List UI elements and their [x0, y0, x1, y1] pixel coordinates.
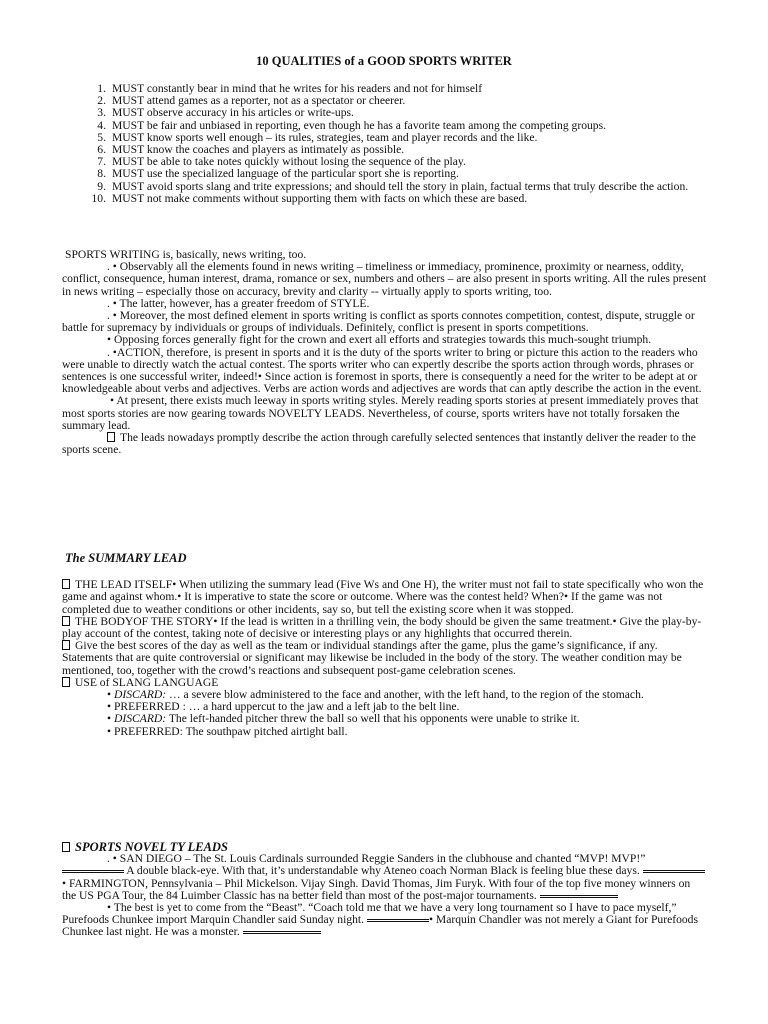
quality-number: 5. — [97, 130, 106, 144]
checkbox-glyph-icon — [62, 640, 70, 650]
quality-number: 7. — [97, 155, 106, 169]
summary-lead-heading: The SUMMARY LEAD — [65, 551, 187, 565]
document-title: 10 QUALITIES of a GOOD SPORTS WRITER — [256, 54, 512, 68]
checkbox-glyph-icon — [62, 677, 70, 687]
quality-text: MUST not make comments without supporting them with facts on which these are based. — [112, 191, 528, 205]
quality-text: MUST constantly bear in mind that he writes for his readers and not for himself — [112, 82, 483, 95]
summary-lead-section — [62, 552, 707, 738]
preferred-example: • PREFERRED : … a hard uppercut to the jaw and a left jab to the belt line. — [107, 700, 460, 714]
separator-line — [243, 931, 321, 934]
paragraph: • The best is yet to come from the “Beast”. “Coach told me that we have a very long tournament so I have to pace myself,” Purefoods Chunkee import Marquin Chandler said Sunday night. • Marquin Chandler was not merely a Giant for Purefoods Chunkee last night. He was a monster. — [62, 901, 698, 939]
quality-item — [62, 168, 707, 180]
paragraph: The leads nowadays promptly describe the action through carefully selected sentences that instantly deliver the reader to the sports scene. — [62, 431, 696, 457]
checkbox-glyph-icon — [107, 432, 115, 442]
quality-text: MUST observe accuracy in his articles or write-ups. — [112, 106, 354, 120]
separator-line — [367, 919, 429, 922]
quality-text: MUST use the specialized language of the particular sport she is reporting. — [112, 167, 459, 181]
discard-example: • DISCARD: The left-handed pitcher threw the ball so well that his opponents were unable to strike it. — [107, 712, 580, 726]
novelty-leads-heading: SPORTS NOVEL TY LEADS — [62, 841, 707, 853]
separator-line — [540, 895, 618, 898]
quality-text: MUST avoid sports slang and trite expressions; and should tell the story in plain, factual terms that truly describe the action. — [112, 179, 689, 193]
paragraph: . • The latter, however, has a greater freedom of STYLE. — [107, 296, 370, 310]
quality-number: 8. — [97, 167, 106, 181]
paragraph: . • SAN DIEGO – The St. Louis Cardinals surrounded Reggie Sanders in the clubhouse and chanted “MVP! MVP!” A double black-eye. With that, it’s understandable why Ateneo coach Norman Black is feeling blue these days. • FARMINGTON, Pennsylvania – Phil Mickelson. Vijay Singh. David Thomas, Jim Furyk. With four of the top five money winners on the US PGA Tour, the 84 Luimber Classic has na better field than most of the post-major tournaments. — [62, 853, 707, 902]
quality-number: 9. — [97, 179, 106, 193]
paragraph: • At present, there exists much leeway in sports writing styles. Merely reading sports stories at present immediately proves that most sports stories are now gearing towards NOVELTY LEADS. Nevertheless, of course, sports writers have not totally forsaken the summary lead. — [62, 394, 699, 432]
novelty-leads-section — [62, 841, 707, 939]
quality-number: 1. — [97, 82, 106, 95]
paragraph: THE LEAD ITSELF• When utilizing the summary lead (Five Ws and One H), the writer must not fail to state specifically who won the game and against whom.• It is imperative to state the score or outcome. Where was the contest held? When?• If the game was not completed due to weather conditions or other incidents, say so, but tell the existing score when it was stopped. — [62, 578, 704, 616]
paragraph: . • Moreover, the most defined element in sports writing is conflict as sports connotes competition, contest, dispute, struggle or battle for supremacy by individuals or groups of individuals. Definitely, conflict is present in sports competitions. — [62, 309, 695, 335]
paragraph: Give the best scores of the day as well as the team or individual standings after the game, plus the game’s significance, if any. Statements that are quite controversial or significant may likewise be included in the body of the story. The weather condition may be mentioned, too, together with the crowd’s reactions and subsequent post-game celebration scenes. — [62, 639, 682, 677]
paragraph: • Opposing forces generally fight for the crown and exert all efforts and strategies towards this much-sought triumph. — [107, 333, 652, 347]
quality-number: 3. — [97, 106, 106, 120]
quality-item — [62, 181, 707, 193]
sports-writing-section — [62, 249, 707, 456]
quality-number: 6. — [97, 143, 106, 157]
discard-example: • DISCARD: … a severe blow administered to the face and another, with the left hand, to the region of the stomach. — [107, 688, 644, 702]
sports-writing-intro: SPORTS WRITING is, basically, news writing, too. — [65, 248, 307, 261]
quality-number: 10. — [91, 191, 106, 205]
checkbox-glyph-icon — [62, 616, 70, 626]
separator-line — [643, 870, 705, 873]
quality-number: 4. — [97, 118, 106, 132]
paragraph: . •ACTION, therefore, is present in sports and it is the duty of the sports writer to bring or picture this action to the readers who were unable to directly watch the actual contest. The sports writer who can expertly describe the sports action through words, phrases or sentences is one successful writer, indeed!• Since action is foremost in sports, there is consequently a need for the writer to be adept at or knowledgeable about verbs and adjectives. Verbs are action words and adjectives are words that can aptly describe the action in the event. — [62, 345, 702, 396]
quality-text: MUST be fair and unbiased in reporting, even though he has a favorite team among the competing groups. — [112, 118, 607, 132]
paragraph: THE BODYOF THE STORY• If the lead is written in a thrilling vein, the body should be given the same treatment.• Give the play-by-play account of the contest, taking note of decisive or interesting plays or any highlights that occurred therein. — [62, 614, 702, 641]
checkbox-glyph-icon — [62, 579, 70, 589]
quality-item — [62, 120, 707, 132]
checkbox-glyph-icon — [62, 842, 70, 852]
quality-number: 2. — [97, 94, 106, 108]
qualities-list — [62, 83, 707, 205]
quality-item — [62, 107, 707, 119]
paragraph: USE of SLANG LANGUAGE — [62, 677, 707, 689]
quality-text: MUST be able to take notes quickly without losing the sequence of the play. — [112, 155, 466, 169]
quality-text: MUST attend games as a reporter, not as a spectator or cheerer. — [112, 94, 406, 108]
quality-text: MUST know the coaches and players as intimately as possible. — [112, 143, 405, 157]
quality-text: MUST know sports well enough – its rules, strategies, team and player records and the like. — [112, 130, 538, 144]
separator-line — [62, 870, 124, 873]
paragraph: . • Observably all the elements found in news writing – timeliness or immediacy, prominence, proximity or nearness, oddity, conflict, consequence, human interest, drama, romance or sex, numbers and others – are also present in sports writing. All the rules present in news writing – especially those on accuracy, brevity and clarity -- virtually apply to sports writing, too. — [62, 260, 707, 298]
preferred-example: • PREFERRED: The southpaw pitched airtight ball. — [107, 724, 348, 738]
quality-item — [62, 193, 707, 205]
